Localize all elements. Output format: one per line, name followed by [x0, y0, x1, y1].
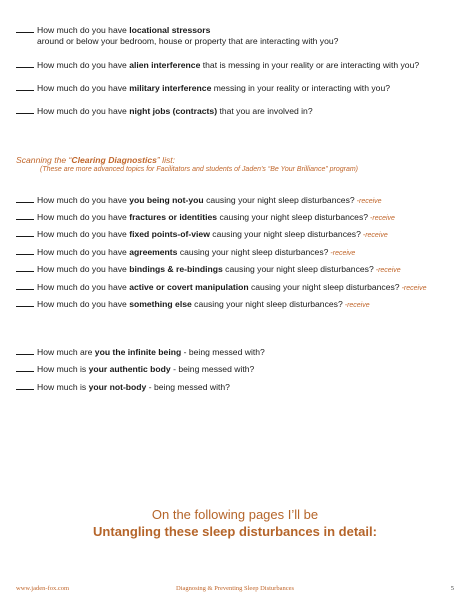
- question-text: How much is: [37, 364, 89, 374]
- question-not-body: [16, 381, 458, 393]
- question-keyword: you the infinite being: [94, 347, 182, 357]
- question-keyword: your not-body: [88, 382, 147, 392]
- receive-tag: -receive: [344, 302, 370, 309]
- answer-blank[interactable]: [16, 281, 34, 290]
- question-text-suffix: - being messed with?: [146, 382, 230, 392]
- question-military-interference: [16, 82, 458, 94]
- question-text: How much do you have: [37, 212, 130, 222]
- question-text: How much do you have: [37, 60, 130, 70]
- question-text: How much is: [37, 382, 89, 392]
- question-keyword: fixed points-of-view: [129, 229, 210, 239]
- question-keyword: your authentic body: [88, 364, 171, 374]
- question-text-suffix: that is messing in your reality or are interacting with you?: [200, 60, 420, 70]
- answer-blank[interactable]: [16, 82, 34, 91]
- receive-tag: -receive: [330, 250, 356, 257]
- question-keyword: military interference: [129, 83, 212, 93]
- question-text: How much do you have: [37, 83, 130, 93]
- receive-tag: -receive: [401, 285, 427, 292]
- diagnostic-item: [16, 263, 458, 276]
- question-keyword: bindings & re-bindings: [129, 264, 223, 274]
- diagnostic-item: [16, 298, 458, 311]
- receive-tag: -receive: [356, 198, 382, 205]
- question-text-suffix: causing your night sleep disturbances?: [177, 247, 329, 257]
- question-keyword: locational stressors: [129, 25, 211, 35]
- question-keyword: agreements: [129, 247, 178, 257]
- receive-tag: -receive: [375, 267, 401, 274]
- question-text-suffix: - being messed with?: [181, 347, 265, 357]
- page-number: 5: [450, 585, 454, 592]
- question-text-suffix: causing your night sleep disturbances?: [209, 229, 361, 239]
- question-text-suffix: causing your night sleep disturbances?: [203, 195, 355, 205]
- question-text: How much do you have: [37, 247, 130, 257]
- answer-blank[interactable]: [16, 381, 34, 390]
- answer-blank[interactable]: [16, 228, 34, 237]
- question-keyword: you being not-you: [129, 195, 204, 205]
- question-text-suffix: causing your night sleep disturbances?: [248, 282, 400, 292]
- section-title: [16, 155, 175, 165]
- question-locational-stressors: [16, 24, 458, 47]
- closing-line-1: On the following pages I’ll be: [151, 507, 319, 522]
- diagnostic-item: [16, 228, 458, 241]
- footer-title: Diagnosing & Preventing Sleep Disturbances: [175, 585, 295, 592]
- section-note: (These are more advanced topics for Facilitators and students of Jaden’s “Be Your Brilliance” program): [40, 166, 359, 173]
- question-text-suffix: messing in your reality or interacting with you?: [211, 83, 390, 93]
- question-keyword: something else: [129, 299, 192, 309]
- footer-website[interactable]: www.jaden-fox.com: [16, 585, 70, 592]
- question-text-suffix: causing your night sleep disturbances?: [191, 299, 343, 309]
- answer-blank[interactable]: [16, 59, 34, 68]
- answer-blank[interactable]: [16, 246, 34, 255]
- answer-blank[interactable]: [16, 211, 34, 220]
- section-title-suffix: ” list:: [156, 155, 176, 165]
- question-text: How much are: [37, 347, 95, 357]
- closing-heading: Untangling these sleep disturbances in detail:: [93, 524, 377, 539]
- question-text-suffix: causing your night sleep disturbances?: [217, 212, 369, 222]
- question-night-jobs: [16, 105, 458, 117]
- answer-blank[interactable]: [16, 298, 34, 307]
- question-text: How much do you have: [37, 106, 130, 116]
- question-text-suffix: causing your night sleep disturbances?: [222, 264, 374, 274]
- question-keyword: active or covert manipulation: [129, 282, 249, 292]
- section-title-bold: Clearing Diagnostics: [71, 155, 157, 165]
- question-text: How much do you have: [37, 282, 130, 292]
- question-text: How much do you have: [37, 229, 130, 239]
- question-keyword: night jobs (contracts): [129, 106, 218, 116]
- question-keyword: alien interference: [129, 60, 201, 70]
- question-text-suffix: that you are involved in?: [217, 106, 313, 116]
- receive-tag: -receive: [362, 232, 388, 239]
- diagnostic-item: [16, 194, 458, 207]
- question-text: How much do you have: [37, 25, 130, 35]
- question-text: How much do you have: [37, 195, 130, 205]
- question-infinite-being: [16, 346, 458, 358]
- question-text: How much do you have: [37, 264, 130, 274]
- question-keyword: fractures or identities: [129, 212, 218, 222]
- receive-tag: -receive: [370, 215, 395, 222]
- answer-blank[interactable]: [16, 24, 34, 33]
- diagnostic-item: [16, 281, 458, 294]
- answer-blank[interactable]: [16, 363, 34, 372]
- question-alien-interference: [16, 59, 458, 71]
- section-title-prefix: Scanning the “: [16, 155, 72, 165]
- diagnostic-item: [16, 211, 458, 224]
- answer-blank[interactable]: [16, 263, 34, 272]
- answer-blank[interactable]: [16, 105, 34, 114]
- answer-blank[interactable]: [16, 194, 34, 203]
- diagnostic-item: [16, 246, 458, 259]
- question-text: How much do you have: [37, 299, 130, 309]
- question-authentic-body: [16, 363, 458, 375]
- question-continuation: around or below your bedroom, house or property that are interacting with you?: [37, 36, 339, 46]
- answer-blank[interactable]: [16, 346, 34, 355]
- question-text-suffix: - being messed with?: [170, 364, 255, 374]
